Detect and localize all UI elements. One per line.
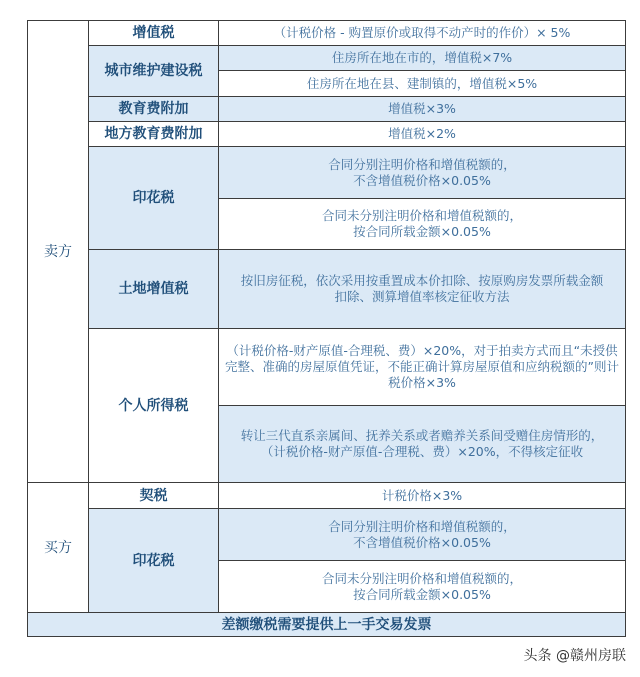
tax-desc: 按旧房征税，依次采用按重置成本价扣除、按原购房发票所载金额扣除、测算增值率核定征收方法 xyxy=(219,250,626,329)
tax-desc: 合同未分别注明价格和增值税额的， 按合同所载金额×0.05% xyxy=(219,561,626,613)
tax-name: 契税 xyxy=(89,483,219,509)
tax-desc: 增值税×2% xyxy=(219,122,626,147)
tax-name: 土地增值税 xyxy=(89,250,219,329)
tax-desc: 合同分别注明价格和增值税额的， 不含增值税价格×0.05% xyxy=(219,509,626,561)
tax-name: 增值税 xyxy=(89,21,219,46)
tax-desc: （计税价格 - 购置原价或取得不动产时的作价）× 5% xyxy=(219,21,626,46)
tax-desc: 住房所在地在市的，增值税×7% xyxy=(219,46,626,71)
tax-desc: 住房所在地在县、建制镇的，增值税×5% xyxy=(219,71,626,97)
watermark: 头条 @赣州房联 xyxy=(523,648,626,664)
buyer-label: 买方 xyxy=(28,483,89,613)
tax-name: 印花税 xyxy=(89,509,219,613)
tax-desc: （计税价格-财产原值-合理税、费）×20%，对于拍卖方式而且“未授供完整、准确的房屋原值凭证，不能正确计算房屋原值和应纳税额的”则计税价格×3% xyxy=(219,329,626,406)
tax-desc: 增值税×3% xyxy=(219,97,626,122)
tax-name: 教育费附加 xyxy=(89,97,219,122)
tax-name: 城市维护建设税 xyxy=(89,46,219,97)
tax-name: 个人所得税 xyxy=(89,329,219,483)
tax-table xyxy=(27,20,626,637)
tax-name: 印花税 xyxy=(89,147,219,250)
tax-desc: 合同分别注明价格和增值税额的， 不含增值税价格×0.05% xyxy=(219,147,626,199)
tax-desc: 合同未分别注明价格和增值税额的， 按合同所载金额×0.05% xyxy=(219,199,626,250)
seller-label: 卖方 xyxy=(28,21,89,483)
tax-desc: 计税价格×3% xyxy=(219,483,626,509)
footer-note: 差额缴税需要提供上一手交易发票 xyxy=(28,613,626,637)
tax-desc: 转让三代直系亲属间、抚养关系或者赡养关系间受赠住房情形的，（计税价格-财产原值-合理税、费）×20%，不得核定征收 xyxy=(219,406,626,483)
tax-name: 地方教育费附加 xyxy=(89,122,219,147)
